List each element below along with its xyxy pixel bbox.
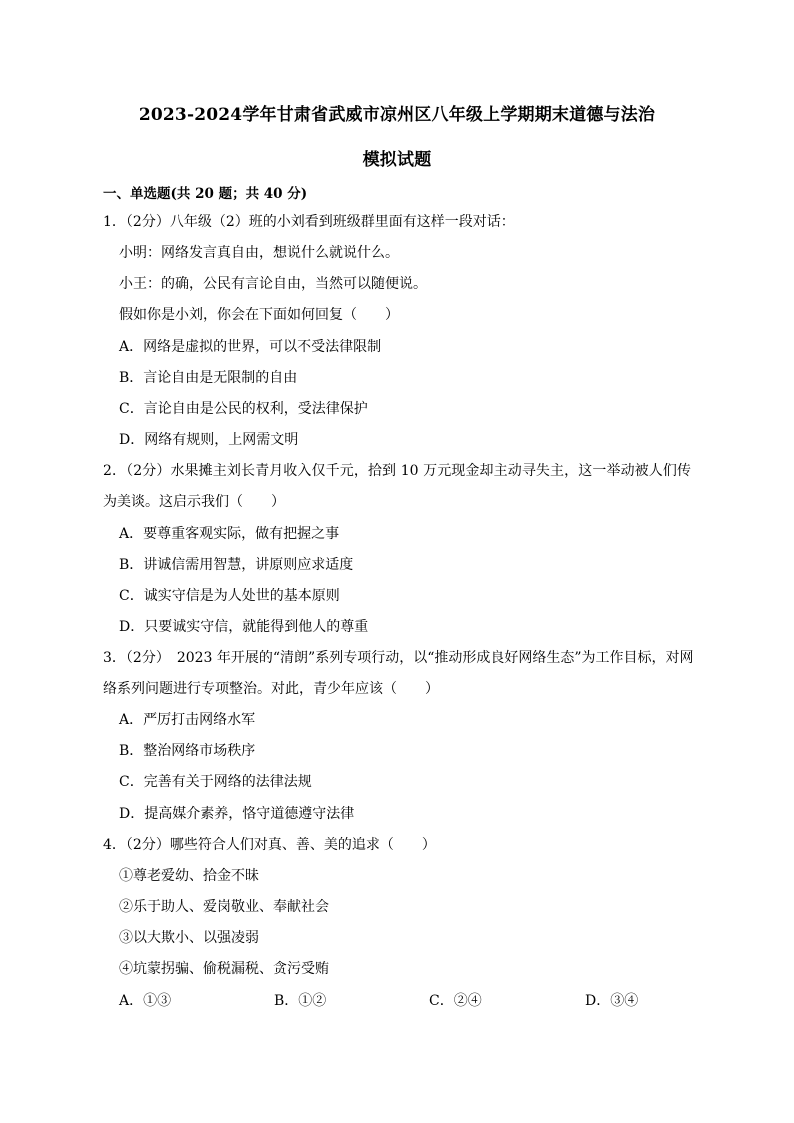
question-2-option-d: D．只要诚实守信，就能得到他人的尊重 (119, 619, 369, 635)
question-1-dialogue-1: 小明：网络发言真自由，想说什么就说什么。 (119, 245, 399, 261)
exam-title-line2: 模拟试题 (362, 150, 432, 170)
question-3-stem-line2: 络系列问题进行专项整治。对此，青少年应该（ ） (103, 681, 439, 697)
question-2-option-b: B．讲诚信需用智慧，讲原则应求适度 (119, 557, 354, 573)
question-1-stem: 1．（2分）八年级（2）班的小刘看到班级群里面有这样一段对话： (103, 214, 515, 230)
question-3-stem-line1: 3．（2分） 2023 年开展的“清朗”系列专项行动，以“推动形成良好网络生态”为工作目标，对网 (103, 650, 694, 666)
question-4-option-c: C．②④ (429, 993, 482, 1009)
question-3-option-a: A．严厉打击网络水军 (119, 712, 256, 728)
question-4-statement-2: ②乐于助人、爱岗敬业、奉献社会 (119, 899, 329, 915)
question-4-option-d: D．③④ (585, 993, 639, 1009)
question-1-option-d: D．网络有规则，上网需文明 (119, 432, 299, 448)
question-1-option-b: B．言论自由是无限制的自由 (119, 370, 298, 386)
question-4-statement-1: ①尊老爱幼、拾金不昧 (119, 868, 259, 884)
question-4-option-b: B．①② (274, 993, 327, 1009)
question-1-option-c: C．言论自由是公民的权利，受法律保护 (119, 401, 368, 417)
question-4-stem: 4．（2分）哪些符合人们对真、善、美的追求（ ） (103, 837, 436, 853)
question-4-statement-4: ④坑蒙拐骗、偷税漏税、贪污受贿 (119, 961, 329, 977)
question-2-option-c: C．诚实守信是为人处世的基本原则 (119, 588, 340, 604)
question-4-statement-3: ③以大欺小、以强凌弱 (119, 930, 259, 946)
question-3-option-b: B．整治网络市场秩序 (119, 743, 256, 759)
section-heading: 一、单选题(共 20 题；共 40 分) (103, 186, 308, 202)
question-3-option-d: D．提高媒介素养，恪守道德遵守法律 (119, 806, 355, 822)
question-3-option-c: C．完善有关于网络的法律法规 (119, 774, 312, 790)
question-1-dialogue-2: 小王：的确，公民有言论自由，当然可以随便说。 (119, 276, 427, 292)
question-1-option-a: A．网络是虚拟的世界，可以不受法律限制 (119, 339, 382, 355)
question-1-prompt: 假如你是小刘，你会在下面如何回复（ ） (119, 307, 399, 323)
question-4-options (119, 990, 659, 1010)
question-4-option-a: A．①③ (119, 993, 172, 1009)
question-2-stem-line1: 2．（2分）水果摊主刘长青月收入仅千元，拾到 10 万元现金却主动寻失主，这一举动被人们传 (103, 463, 691, 479)
exam-title-line1: 2023-2024学年甘肃省武威市凉州区八年级上学期期末道德与法治 (138, 105, 656, 125)
question-2-stem-line2: 为美谈。这启示我们（ ） (103, 494, 285, 510)
question-2-option-a: A．要尊重客观实际，做有把握之事 (119, 526, 340, 542)
